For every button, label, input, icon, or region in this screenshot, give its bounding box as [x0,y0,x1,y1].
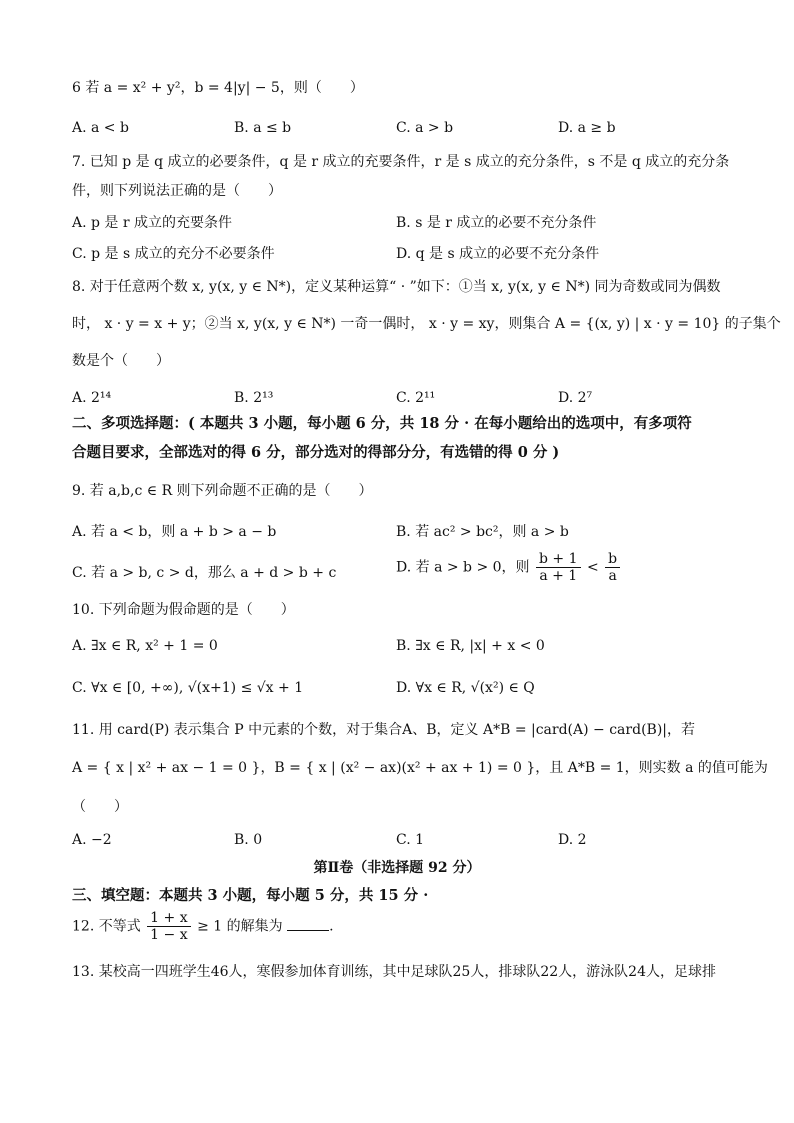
section3-heading: 三、填空题：本题共 3 小题，每小题 5 分，共 15 分 · [72,887,429,904]
section2-heading-line2: 合题目要求，全部选对的得 6 分，部分选对的得部分分，有选错的得 0 分 ) [72,444,560,461]
q8-option-c: C. 2¹¹ [396,390,436,406]
q10-option-c: C. ∀x ∈ [0, +∞), √(x+1) ≤ √x + 1 [72,680,304,696]
q9-option-d-denominator-2: a [608,568,617,584]
q12-answer-blank[interactable] [287,916,329,931]
q9-option-a: A. 若 a < b，则 a + b > a − b [72,524,277,540]
q7-stem-line2: 件，则下列说法正确的是（ ） [72,183,282,199]
q11-set-b: ，B = { x | (x² − ax)(x² + ax + 1) = 0 } [260,760,536,776]
q8-stem-line2: 时， x · y = x + y；②当 x, y(x, y ∈ N*) 一奇一偶时， x · y = xy，则集合 A = {(x, y) | x · y = 10} 的子集个 [72,316,781,332]
q11-option-b: B. 0 [234,832,263,848]
q7-option-a: A. p 是 r 成立的充要条件 [72,215,233,231]
q9-option-d-fraction-2 [605,551,620,584]
q12-denominator: 1 − x [150,927,188,943]
q8-option-d: D. 2⁷ [558,390,593,406]
q12-numerator: 1 + x [147,910,190,927]
q9-option-d-fraction-1 [536,551,581,584]
q11-stem-line2 [72,758,768,778]
q8-stem-line1: 8. 对于任意两个数 x, y(x, y ∈ N*)，定义某种运算“ · ”如下：①当 x, y(x, y ∈ N*) 同为奇数或同为偶数 [72,279,721,295]
q9-option-d-numerator-1: b + 1 [536,551,581,568]
q9-option-c: C. 若 a > b, c > d，那么 a + d > b + c [72,565,337,581]
q11-stem-line1: 11. 用 card(P) 表示集合 P 中元素的个数，对于集合A、B，定义 A*B = |card(A) − card(B)|，若 [72,722,695,738]
section2-heading-line1: 二、多项选择题：( 本题共 3 小题，每小题 6 分，共 18 分 · 在每小题给出的选项中，有多项符 [72,415,692,432]
q6-option-d: D. a ≥ b [558,120,616,136]
q8-stem-line3: 数是个（ ） [72,353,170,369]
q10-option-a: A. ∃x ∈ R, x² + 1 = 0 [72,638,218,654]
q9-option-d-prefix: D. 若 a > b > 0，则 [396,559,530,576]
q6-option-c: C. a > b [396,120,454,136]
part2-title: 第Ⅱ卷（非选择题 92 分） [313,860,481,876]
q12-suffix: ≥ 1 的解集为 [197,918,283,935]
q9-option-b: B. 若 ac² > bc²，则 a > b [396,524,569,540]
q6-stem: 6 若 a = x² + y²，b = 4|y| − 5，则（ ） [72,80,364,96]
q10-stem: 10. 下列命题为假命题的是（ ） [72,602,295,618]
q13-stem: 13. 某校高一四班学生46人，寒假参加体育训练，其中足球队25人，排球队22人，游泳队24人，足球排 [72,964,716,980]
q9-option-d-numerator-2: b [605,551,620,568]
q7-stem-line1: 7. 已知 p 是 q 成立的必要条件，q 是 r 成立的充要条件，r 是 s 成立的充分条件，s 不是 q 成立的充分条 [72,154,730,170]
q9-option-d-denominator-1: a + 1 [539,568,578,584]
q11-set-a: A = { x | x² + ax − 1 = 0 } [72,760,261,776]
q6-option-a: A. a < b [72,120,129,136]
q7-option-b: B. s 是 r 成立的必要不充分条件 [396,215,597,231]
q10-option-d: D. ∀x ∈ R, √(x²) ∈ Q [396,680,535,696]
q12-prefix: 12. 不等式 [72,918,141,935]
q8-option-a: A. 2¹⁴ [72,390,112,406]
q12-fraction [147,910,190,943]
q8-option-b: B. 2¹³ [234,390,274,406]
q11-answer-paren: （ ） [72,799,128,815]
q7-option-d: D. q 是 s 成立的必要不充分条件 [396,246,600,262]
q11-option-c: C. 1 [396,832,425,848]
q10-option-b: B. ∃x ∈ R, |x| + x < 0 [396,638,545,654]
q12-stem [72,910,334,943]
q11-option-a: A. −2 [72,832,112,848]
q9-option-d [396,551,622,584]
q9-option-d-less-than: < [586,559,599,576]
q6-option-b: B. a ≤ b [234,120,292,136]
q11-condition: ，且 A*B = 1，则实数 a 的值可能为 [535,760,768,776]
q9-stem: 9. 若 a,b,c ∈ R 则下列命题不正确的是（ ） [72,483,373,499]
q12-period: . [329,918,334,935]
q7-option-c: C. p 是 s 成立的充分不必要条件 [72,246,275,262]
q11-option-d: D. 2 [558,832,587,848]
